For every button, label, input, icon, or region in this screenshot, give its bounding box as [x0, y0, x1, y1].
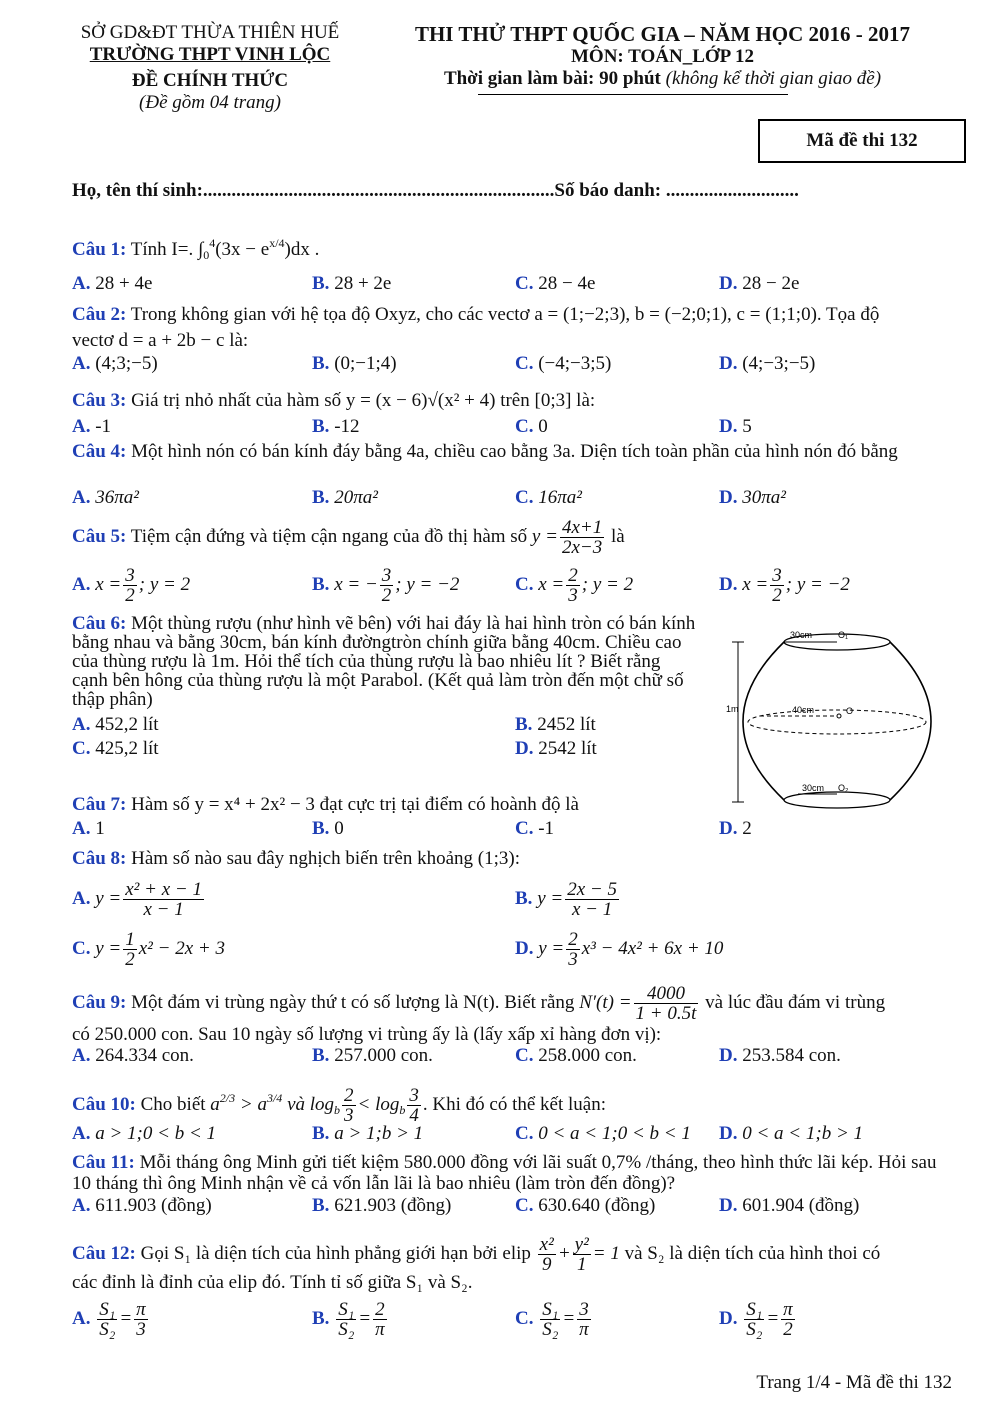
bottom-center-label: O₂ — [838, 783, 849, 793]
option-c[interactable]: y = $\frac{1}{2}$ x² − 2x + 3 — [95, 929, 225, 970]
option-c[interactable]: 16πa² — [538, 487, 582, 508]
option-a[interactable]: 452,2 lít — [95, 714, 159, 735]
option-d[interactable]: (4;−3;−5) — [742, 353, 816, 374]
question-3 — [72, 390, 595, 412]
option-letter: D. — [719, 1045, 738, 1066]
official-label: ĐỀ CHÍNH THỨC — [131, 70, 289, 91]
option-letter: D. — [719, 1123, 738, 1144]
height-label: 1m — [726, 704, 739, 714]
question-text-cont: vectơ d = a + 2b − c là: — [72, 330, 249, 351]
option-letter: B. — [312, 1123, 330, 1144]
option-c[interactable]: 28 − 4e — [538, 273, 596, 294]
option-letter: A. — [72, 273, 91, 294]
option-a[interactable]: (4;3;−5) — [95, 353, 158, 374]
option-letter: C. — [515, 1195, 534, 1216]
header-rule — [478, 94, 788, 95]
question-label: Câu 7: — [72, 794, 127, 815]
option-b[interactable]: a > 1;b > 1 — [334, 1123, 424, 1144]
question-label: Câu 12: — [72, 1242, 136, 1264]
question-text: Gọi S₁ là diện tích của hình phẳng giới hạn bởi elip — [140, 1242, 531, 1264]
question-9 — [72, 984, 885, 1023]
question-label: Câu 2: — [72, 304, 127, 325]
question-7 — [72, 794, 579, 816]
question-text-tail: và lúc đầu đám vi trùng — [705, 991, 886, 1013]
option-c[interactable]: 0 — [538, 416, 548, 437]
option-b[interactable]: 28 + 2e — [334, 273, 392, 294]
option-letter: A. — [72, 1045, 91, 1066]
option-b[interactable]: 257.000 con. — [334, 1045, 433, 1066]
question-label: Câu 8: — [72, 848, 127, 869]
option-letter: B. — [312, 573, 330, 595]
option-letter: B. — [312, 353, 330, 374]
school-name: TRƯỜNG THPT VINH LỘC — [89, 44, 331, 65]
option-letter: A. — [72, 1195, 91, 1216]
question-6 — [72, 614, 697, 709]
question-text-tail: . Khi đó có thể kết luận: — [422, 1093, 606, 1115]
question-text: Cho biết — [140, 1093, 206, 1115]
top-radius-label: 30cm — [790, 630, 813, 640]
question-text: Hàm số nào sau đây nghịch biến trên khoảng (1;3): — [131, 848, 521, 869]
question-label: Câu 11: — [72, 1152, 135, 1173]
option-letter: A. — [72, 887, 91, 909]
question-5 — [72, 518, 625, 557]
option-letter: A. — [72, 818, 91, 839]
option-a[interactable]: 611.903 (đồng) — [95, 1195, 212, 1216]
option-letter: C. — [515, 416, 534, 437]
option-d[interactable]: 2542 lít — [538, 738, 597, 759]
option-letter: A. — [72, 1307, 91, 1329]
option-b[interactable]: y = $\frac{2x - 5}{x - 1}$ — [537, 879, 617, 920]
option-c[interactable]: 0 < a < 1;0 < b < 1 — [538, 1123, 691, 1144]
option-letter: D. — [719, 818, 738, 839]
question-2 — [72, 304, 879, 326]
question-label: Câu 1: — [72, 239, 127, 260]
option-c[interactable]: (−4;−3;5) — [538, 353, 612, 374]
option-letter: C. — [515, 1307, 534, 1329]
option-letter: D. — [515, 937, 534, 959]
option-letter: A. — [72, 416, 91, 437]
time-note: (không kể thời gian giao đề) — [665, 68, 882, 89]
derivative-expression: N′(t) = $\frac{4000}{1 + 0.5t}$ — [579, 983, 697, 1024]
option-letter: D. — [719, 273, 738, 294]
option-letter: C. — [72, 937, 91, 959]
middle-radius-label: 40cm — [792, 705, 815, 715]
question-text: Một thùng rượu (như hình vẽ bên) với hai đáy là hai hình tròn có bán kính bằng nhau và bằng 30cm, bán kính đườngtròn chính giữa bằng 40cm. Chiều cao của thùng rượu là 1m. Hỏi thể tích của thùng rượu là bao nhiêu lít ? Biết rằng cạnh bên hông của thùng rượu là một Parabol. (Kết quả làm tròn đến một chữ số thập phân) — [72, 613, 696, 710]
question-label: Câu 3: — [72, 390, 127, 411]
option-d[interactable]: 0 < a < 1;b > 1 — [742, 1123, 864, 1144]
option-letter: C. — [515, 1123, 534, 1144]
option-letter: B. — [312, 1045, 330, 1066]
option-d[interactable]: 2 — [742, 818, 752, 839]
option-d[interactable]: 5 — [742, 416, 752, 437]
option-letter: D. — [719, 1195, 738, 1216]
question-text: Trong không gian với hệ tọa độ Oxyz, cho các vectơ a = (1;−2;3), b = (−2;0;1), c = (1;1;0). Tọa độ — [130, 304, 880, 325]
option-letter: B. — [515, 714, 533, 735]
option-c[interactable]: 258.000 con. — [538, 1045, 637, 1066]
option-b[interactable]: (0;−1;4) — [334, 353, 397, 374]
student-name-label: Họ, tên thí sinh:.......................................................................... — [72, 180, 555, 201]
option-c[interactable]: x = $\frac{2}{3}$ ; y = 2 — [538, 565, 634, 606]
top-center-label: O₁ — [838, 630, 849, 640]
question-11 — [72, 1152, 952, 1194]
question-label: Câu 9: — [72, 991, 127, 1013]
option-d[interactable]: x = $\frac{3}{2}$ ; y = −2 — [742, 565, 850, 606]
barrel-figure — [712, 622, 952, 812]
option-letter: A. — [72, 487, 91, 508]
question-text: Giá trị nhỏ nhất của hàm số y = (x − 6)√(x² + 4) trên [0;3] là: — [131, 390, 596, 411]
option-a[interactable]: 36πa² — [95, 487, 139, 508]
option-b[interactable]: -12 — [334, 416, 360, 437]
question-text: Một đám vi trùng ngày thứ t có số lượng là N(t). Biết rằng — [131, 991, 575, 1013]
option-a[interactable]: 264.334 con. — [95, 1045, 194, 1066]
question-text-tail: là — [610, 525, 625, 547]
option-b[interactable]: $\frac{\text{S₁}}{\text{S₂}}$ = $\frac{2}{\pi}$ — [338, 1299, 385, 1340]
header-left — [60, 22, 360, 114]
option-d[interactable]: 253.584 con. — [742, 1045, 841, 1066]
question-text: Tiệm cận đứng và tiệm cận ngang của đồ thị hàm số — [130, 525, 528, 547]
option-c[interactable]: -1 — [538, 818, 555, 839]
option-letter: B. — [515, 887, 533, 909]
option-a[interactable]: x = $\frac{3}{2}$ ; y = 2 — [95, 565, 191, 606]
question-12 — [72, 1235, 880, 1274]
middle-ellipse — [748, 710, 926, 734]
question-label: Câu 5: — [72, 525, 127, 547]
option-b[interactable]: 2452 lít — [537, 714, 596, 735]
question-4 — [72, 441, 952, 462]
time-limit: Thời gian làm bài: 90 phút — [443, 68, 661, 89]
option-b[interactable]: 0 — [334, 818, 344, 839]
option-letter: B. — [312, 1307, 330, 1329]
option-letter: C. — [72, 738, 91, 759]
option-letter: C. — [515, 487, 534, 508]
option-d[interactable]: 28 − 2e — [742, 273, 800, 294]
exam-code-box: Mã đề thi 132 — [758, 119, 966, 163]
exam-title: THI THỬ THPT QUỐC GIA – NĂM HỌC 2016 - 2017 — [414, 22, 911, 46]
option-b[interactable]: x = − $\frac{3}{2}$ ; y = −2 — [334, 565, 460, 606]
option-letter: A. — [72, 353, 91, 374]
option-letter: B. — [312, 273, 330, 294]
option-a[interactable]: $\frac{\text{S₁}}{\text{S₂}}$ = $\frac{\pi}{3}$ — [99, 1299, 146, 1340]
department: SỞ GD&ĐT THỪA THIÊN HUẾ — [80, 22, 340, 43]
question-text-tail: và S₂ là diện tích của hình thoi có — [624, 1242, 881, 1264]
option-letter: B. — [312, 818, 330, 839]
option-letter: A. — [72, 1123, 91, 1144]
option-letter: A. — [72, 573, 91, 595]
option-letter: B. — [312, 416, 330, 437]
question-text: Tính I=. — [130, 239, 194, 260]
option-letter: B. — [312, 487, 330, 508]
page-footer: Trang 1/4 - Mã đề thi 132 — [756, 1372, 952, 1393]
middle-center — [837, 714, 841, 718]
option-d[interactable]: 601.904 (đồng) — [742, 1195, 860, 1216]
student-id-label: Số báo danh: ............................ — [554, 180, 799, 201]
function-expression: y = $\frac{4x+1}{2x-3}$ — [531, 517, 603, 558]
option-letter: A. — [72, 714, 91, 735]
barrel-right-side — [890, 642, 931, 800]
option-letter: C. — [515, 273, 534, 294]
option-letter: D. — [719, 353, 738, 374]
option-c[interactable]: 630.640 (đồng) — [538, 1195, 656, 1216]
question-1 — [72, 236, 319, 263]
question-text-cont: có 250.000 con. Sau 10 ngày số lượng vi trùng ấy là (lấy xấp xỉ hàng đơn vị): — [72, 1024, 662, 1045]
option-c[interactable]: 425,2 lít — [95, 738, 159, 759]
option-letter: C. — [515, 818, 534, 839]
option-d[interactable]: $\frac{\text{S₁}}{\text{S₂}}$ = $\frac{\pi}{2}$ — [746, 1299, 793, 1340]
question-label: Câu 4: — [72, 441, 127, 462]
page-count: (Đề gồm 04 trang) — [139, 92, 281, 113]
option-b[interactable]: 621.903 (đồng) — [334, 1195, 452, 1216]
option-a[interactable]: -1 — [95, 416, 112, 437]
option-a[interactable]: 1 — [95, 818, 105, 839]
inequality-expression: $a^{2/3} > a^{3/4}$ và $\log_b$ $\frac{2}{3}$ < $\log_b$ $\frac{3}{4}$ — [210, 1085, 419, 1126]
option-b[interactable]: 20πa² — [334, 487, 378, 508]
barrel-left-side — [743, 642, 784, 800]
student-info-line — [72, 180, 799, 202]
option-letter: B. — [312, 1195, 330, 1216]
question-label: Câu 10: — [72, 1093, 136, 1115]
option-letter: D. — [719, 573, 738, 595]
option-a[interactable]: y = $\frac{\text{x² + x − 1}}{x - 1}$ — [95, 879, 202, 920]
question-text: Hàm số y = x⁴ + 2x² − 3 đạt cực trị tại điểm có hoành độ là — [131, 794, 579, 815]
option-letter: C. — [515, 573, 534, 595]
middle-center-label: O — [846, 706, 854, 716]
subject: MÔN: TOÁN_LỚP 12 — [571, 46, 754, 67]
question-text: Mỗi tháng ông Minh gửi tiết kiệm 580.000 đồng với lãi suất 0,7% /tháng, theo hình thức lãi kép. Hỏi sau 10 tháng thì ông Minh nhận về cả vốn lẫn lãi là bao nhiêu (làm tròn đến đồng)? — [72, 1152, 937, 1194]
question-10 — [72, 1086, 606, 1125]
bottom-radius-label: 30cm — [802, 783, 825, 793]
question-8 — [72, 848, 520, 870]
ellipse-equation: $\frac{\text{x²}}{9}$ + $\frac{\text{y²}}{1}$ = 1 — [539, 1234, 620, 1275]
option-letter: C. — [515, 353, 534, 374]
option-c[interactable]: $\frac{\text{S₁}}{\text{S₂}}$ = $\frac{3}{\pi}$ — [542, 1299, 589, 1340]
option-letter: C. — [515, 1045, 534, 1066]
option-d[interactable]: 30πa² — [742, 487, 786, 508]
integral-expression: $\int_0^4(3x - e^{x/4})dx$ . — [197, 236, 320, 262]
option-a[interactable]: a > 1;0 < b < 1 — [95, 1123, 217, 1144]
option-letter: D. — [719, 487, 738, 508]
header-right — [375, 22, 950, 91]
option-d[interactable]: y = $\frac{2}{3}$ x³ − 4x² + 6x + 10 — [538, 929, 724, 970]
option-letter: D. — [515, 738, 534, 759]
question-label: Câu 6: — [72, 613, 127, 634]
option-a[interactable]: 28 + 4e — [95, 273, 153, 294]
question-text-cont: các đỉnh là đỉnh của elip đó. Tính tỉ số giữa S₁ và S₂. — [72, 1272, 473, 1293]
option-letter: D. — [719, 416, 738, 437]
option-letter: D. — [719, 1307, 738, 1329]
question-text: Một hình nón có bán kính đáy bằng 4a, chiều cao bằng 3a. Diện tích toàn phần của hình nón đó bằng — [131, 441, 898, 462]
